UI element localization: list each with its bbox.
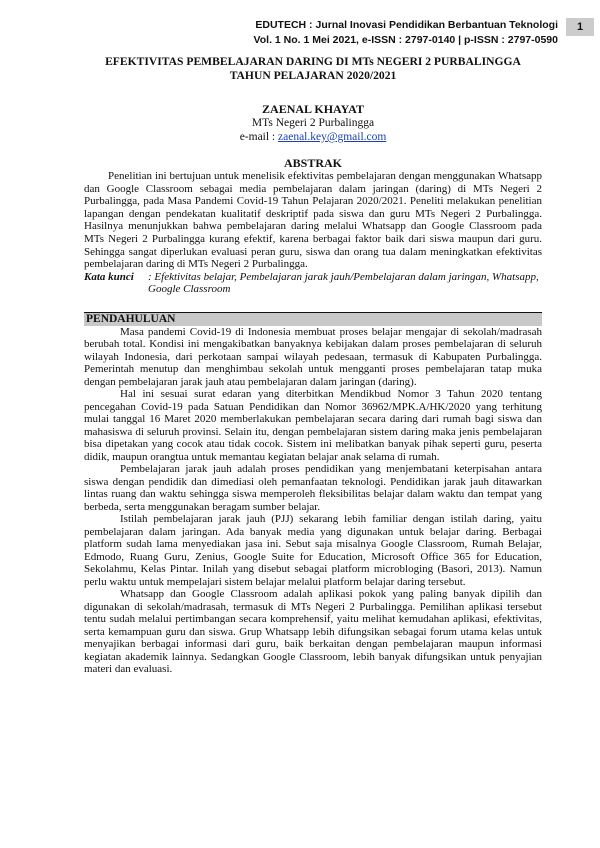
- paper-content: [84, 55, 542, 676]
- author-name: ZAENAL KHAYAT: [262, 102, 364, 116]
- author-affiliation: MTs Negeri 2 Purbalingga: [251, 117, 375, 129]
- author-email: [84, 130, 542, 144]
- keywords-text: : Efektivitas belajar, Pembelajaran jarak jauh/Pembelajaran dalam jaringan, Whatsapp, Google Classroom: [148, 270, 539, 296]
- keywords-label: Kata kunci: [84, 270, 134, 283]
- paragraph: Hal ini sesuai surat edaran yang diterbitkan Mendikbud Nomor 3 Tahun 2020 tentang pencegahan Covid-19 pada Satuan Pendidikan dan Nomor 36962/MPK.A/HK/2020 yang terhitung mulai tanggal 16 Maret 2020 memberlakukan pembelajaran secara daring dari rumah bagi siswa dan mahasiswa di seluruh provinsi. Selain itu, dengan pembelajaran sistem daring maka jenis pembelajaran bisa dipetakan yang cocok atau tidak cocok. Sistem ini melibatkan banyak pihak seperti guru, peserta didik, maupun orangtua untuk memantau kegiatan belajar anak selama di rumah.: [84, 388, 542, 463]
- keywords: [84, 271, 542, 296]
- journal-name: EDUTECH : Jurnal Inovasi Pendidikan Berbantuan Teknologi: [255, 19, 558, 31]
- abstract-body: Penelitian ini bertujuan untuk menelisik efektivitas pembelajaran dengan menggunakan Whatsapp dan Google Classroom sebagai media pembelajaran dalam jaringan (daring) di MTs Negeri 2 Purbalingga, pada Masa Pandemi Covid-19 Tahun Pelajaran 2020/2021. Peneliti melakukan penelitian lapangan dengan pendekatan kualitatif deskriptif pada siswa dan guru MTs Negeri 2 Purbalingga. Hasilnya menunjukkan bahwa pembelajaran daring melalui Whatsapp dan Google Classroom pada MTs Negeri 2 Purbalingga kurang efektif, karena berbagai faktor baik dari siswa maupun dari guru. Sehingga sangat diperlukan evaluasi peran guru, siswa dan orang tua dalam meningkatkan efektivitas pembelajaran daring di MTs Negeri 2 Purbalingga.: [84, 170, 542, 271]
- paragraph: Masa pandemi Covid-19 di Indonesia membuat proses belajar mengajar di sekolah/madrasah berubah total. Kondisi ini mengakibatkan banyaknya kebijakan dalam proses pembelajaran di seluruh wilayah Indonesia, dari perkotaan sampai wilayah pedesaan, termasuk di Kabupaten Purbalingga. Pemerintah menutup dan menghimbau sekolah untuk mengganti proses pembelajaran tatap muka dengan pembelajaran jarak jauh atau pembelajaran dalam jaringan (daring).: [84, 325, 542, 388]
- email-link[interactable]: zaenal.key@gmail.com: [278, 131, 387, 143]
- journal-issue: Vol. 1 No. 1 Mei 2021, e-ISSN : 2797-0140 | p-ISSN : 2797-0590: [253, 34, 558, 46]
- journal-header-text: [254, 18, 566, 48]
- journal-header: [40, 18, 594, 48]
- paragraph: Istilah pembelajaran jarak jauh (PJJ) sekarang lebih familiar dengan istilah daring, yaitu pembelajaran dalam jaringan. Ada banyak media yang digunakan untuk belajar daring. Berbagai platform sudah lama menyediakan jasa ini. Sebut saja misalnya Google Classroom, Rumah Belajar, Edmodo, Ruang Guru, Zenius, Google Suite for Education, Microsoft Office 365 for Education, Sekolahmu, Kelas Pintar. Inilah yang disebut sebagai platform microbloging (Basori, 2013). Namun perlu waktu untuk mempelajari sistem belajar melalui platform belajar daring tersebut.: [84, 513, 542, 588]
- title-line-2: TAHUN PELAJARAN 2020/2021: [229, 69, 397, 82]
- page-number: 1: [566, 18, 594, 36]
- paragraph: Pembelajaran jarak jauh adalah proses pendidikan yang menjembatani keterpisahan antara siswa dengan pendidik dan dimediasi oleh pemanfaatan teknologi. Pendidikan jarak jauh ditawarkan lintas ruang dan waktu sehingga siswa memperoleh fleksibilitas belajar dalam waktu dan tempat yang berbeda, serta menggunakan beragam sumber belajar.: [84, 463, 542, 513]
- paper-title: [84, 55, 542, 83]
- section-heading: PENDAHULUAN: [84, 312, 542, 326]
- abstract-heading: ABSTRAK: [283, 156, 342, 170]
- title-line-1: EFEKTIVITAS PEMBELAJARAN DARING DI MTs NEGERI 2 PURBALINGGA: [105, 55, 521, 68]
- email-label: e-mail :: [239, 131, 279, 143]
- paragraph: Whatsapp dan Google Classroom adalah aplikasi pokok yang paling banyak dipilih dan digunakan di sekolah/madrasah, termasuk di MTs Negeri 2 Purbalingga. Pemilihan aplikasi tersebut tentu sudah melalui pertimbangan secara komprehensif, yaitu melihat kemudahan aplikasi, efektivitas, serta kemampuan guru dan siswa. Grup Whatsapp lebih difungsikan sebagai forum utama kelas untuk menyajikan berbagai informasi dari guru, baik berkaitan dengan pembelajaran maupun informasi kegiatan akademik lainnya. Sedangkan Google Classroom, lebih banyak difungsikan untuk penyajian materi dan evaluasi.: [84, 588, 542, 676]
